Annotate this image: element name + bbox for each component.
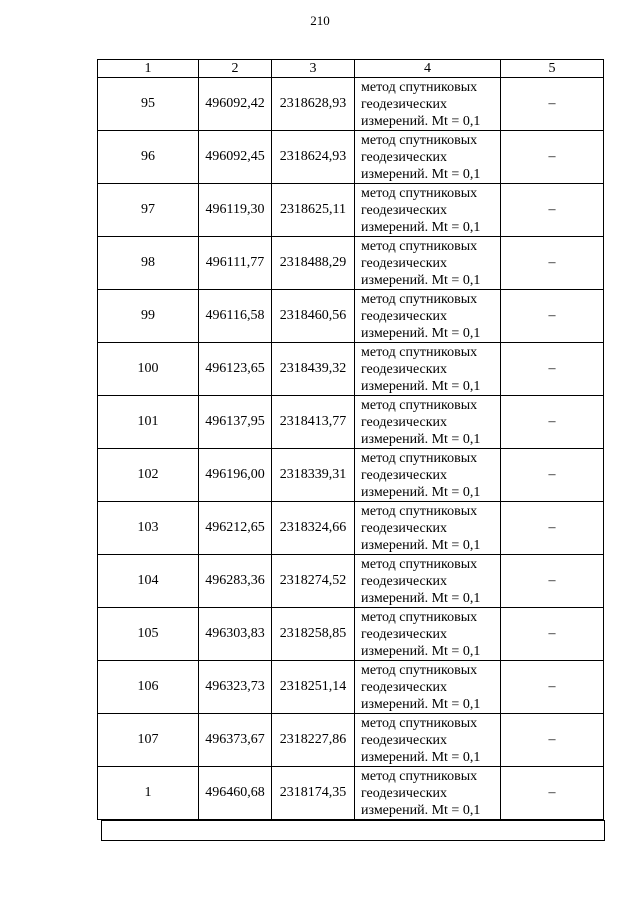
method-line: геодезических <box>361 573 448 589</box>
method-line: метод спутниковых <box>361 609 478 625</box>
method-line: геодезических <box>361 785 448 801</box>
method-line: метод спутниковых <box>361 662 478 678</box>
note-cell: – <box>501 184 604 237</box>
method-line: геодезических <box>361 520 448 536</box>
point-number-cell: 103 <box>98 502 199 555</box>
method-line: измерений. Mt = 0,1 <box>361 802 481 818</box>
point-number-cell: 1 <box>98 767 199 820</box>
method-cell <box>355 714 501 767</box>
method-line: измерений. Mt = 0,1 <box>361 749 481 765</box>
method-line: геодезических <box>361 255 448 271</box>
coord-y-cell: 2318460,56 <box>272 290 355 343</box>
coord-x-cell: 496111,77 <box>199 237 272 290</box>
table-row <box>98 78 604 131</box>
coord-y-cell: 2318324,66 <box>272 502 355 555</box>
method-cell <box>355 184 501 237</box>
point-number-cell: 99 <box>98 290 199 343</box>
coord-x-cell: 496092,42 <box>199 78 272 131</box>
coord-y-cell: 2318439,32 <box>272 343 355 396</box>
method-line: геодезических <box>361 202 448 218</box>
method-cell <box>355 290 501 343</box>
coord-x-cell: 496460,68 <box>199 767 272 820</box>
method-line: метод спутниковых <box>361 79 478 95</box>
method-cell <box>355 449 501 502</box>
method-cell <box>355 608 501 661</box>
table-header-row <box>98 60 604 78</box>
table-row <box>98 290 604 343</box>
method-line: геодезических <box>361 308 448 324</box>
method-line: измерений. Mt = 0,1 <box>361 166 481 182</box>
method-cell <box>355 131 501 184</box>
coord-y-cell: 2318624,93 <box>272 131 355 184</box>
table-row <box>98 184 604 237</box>
coord-x-cell: 496373,67 <box>199 714 272 767</box>
table-row <box>98 502 604 555</box>
coord-y-cell: 2318258,85 <box>272 608 355 661</box>
method-line: геодезических <box>361 467 448 483</box>
coord-y-cell: 2318339,31 <box>272 449 355 502</box>
table-row <box>98 131 604 184</box>
point-number-cell: 101 <box>98 396 199 449</box>
table-row <box>98 449 604 502</box>
table-empty-footer-row <box>101 820 605 841</box>
coord-x-cell: 496092,45 <box>199 131 272 184</box>
method-cell <box>355 343 501 396</box>
method-line: метод спутниковых <box>361 503 478 519</box>
table-row <box>98 555 604 608</box>
note-cell: – <box>501 661 604 714</box>
coord-x-cell: 496323,73 <box>199 661 272 714</box>
method-line: геодезических <box>361 679 448 695</box>
coord-y-cell: 2318251,14 <box>272 661 355 714</box>
coord-x-cell: 496116,58 <box>199 290 272 343</box>
method-cell <box>355 555 501 608</box>
method-line: измерений. Mt = 0,1 <box>361 325 481 341</box>
note-cell: – <box>501 767 604 820</box>
point-number-cell: 97 <box>98 184 199 237</box>
table-row <box>98 767 604 820</box>
coord-y-cell: 2318625,11 <box>272 184 355 237</box>
note-cell: – <box>501 555 604 608</box>
method-line: геодезических <box>361 361 448 377</box>
note-cell: – <box>501 131 604 184</box>
method-cell <box>355 396 501 449</box>
coord-x-cell: 496303,83 <box>199 608 272 661</box>
note-cell: – <box>501 608 604 661</box>
method-cell <box>355 661 501 714</box>
method-line: метод спутниковых <box>361 397 478 413</box>
coord-y-cell: 2318274,52 <box>272 555 355 608</box>
table-row <box>98 661 604 714</box>
point-number-cell: 107 <box>98 714 199 767</box>
header-col-1: 1 <box>98 60 199 78</box>
method-line: метод спутниковых <box>361 238 478 254</box>
point-number-cell: 105 <box>98 608 199 661</box>
method-cell <box>355 78 501 131</box>
method-line: измерений. Mt = 0,1 <box>361 590 481 606</box>
method-cell <box>355 502 501 555</box>
method-line: измерений. Mt = 0,1 <box>361 113 481 129</box>
method-line: измерений. Mt = 0,1 <box>361 378 481 394</box>
method-line: метод спутниковых <box>361 556 478 572</box>
method-line: геодезических <box>361 732 448 748</box>
note-cell: – <box>501 714 604 767</box>
header-col-4: 4 <box>355 60 501 78</box>
coord-x-cell: 496123,65 <box>199 343 272 396</box>
note-cell: – <box>501 290 604 343</box>
point-number-cell: 106 <box>98 661 199 714</box>
method-line: метод спутниковых <box>361 132 478 148</box>
table-row <box>98 714 604 767</box>
method-line: измерений. Mt = 0,1 <box>361 643 481 659</box>
method-line: метод спутниковых <box>361 768 478 784</box>
coord-x-cell: 496119,30 <box>199 184 272 237</box>
point-number-cell: 96 <box>98 131 199 184</box>
coord-y-cell: 2318628,93 <box>272 78 355 131</box>
coord-y-cell: 2318174,35 <box>272 767 355 820</box>
note-cell: – <box>501 237 604 290</box>
note-cell: – <box>501 343 604 396</box>
coord-y-cell: 2318413,77 <box>272 396 355 449</box>
point-number-cell: 104 <box>98 555 199 608</box>
method-line: метод спутниковых <box>361 450 478 466</box>
method-line: геодезических <box>361 626 448 642</box>
method-line: метод спутниковых <box>361 291 478 307</box>
method-line: метод спутниковых <box>361 344 478 360</box>
coord-x-cell: 496212,65 <box>199 502 272 555</box>
header-col-3: 3 <box>272 60 355 78</box>
table-row <box>98 343 604 396</box>
point-number-cell: 102 <box>98 449 199 502</box>
point-number-cell: 98 <box>98 237 199 290</box>
page-number: 210 <box>310 13 330 28</box>
method-line: метод спутниковых <box>361 185 478 201</box>
coord-x-cell: 496283,36 <box>199 555 272 608</box>
method-line: измерений. Mt = 0,1 <box>361 272 481 288</box>
point-number-cell: 95 <box>98 78 199 131</box>
note-cell: – <box>501 449 604 502</box>
note-cell: – <box>501 396 604 449</box>
coord-y-cell: 2318488,29 <box>272 237 355 290</box>
table-row <box>98 237 604 290</box>
coord-x-cell: 496196,00 <box>199 449 272 502</box>
method-line: геодезических <box>361 96 448 112</box>
coordinates-table <box>97 59 604 820</box>
header-col-2: 2 <box>199 60 272 78</box>
note-cell: – <box>501 78 604 131</box>
method-line: измерений. Mt = 0,1 <box>361 431 481 447</box>
coord-x-cell: 496137,95 <box>199 396 272 449</box>
table-body <box>98 78 604 820</box>
point-number-cell: 100 <box>98 343 199 396</box>
method-line: измерений. Mt = 0,1 <box>361 537 481 553</box>
method-line: измерений. Mt = 0,1 <box>361 484 481 500</box>
header-col-5: 5 <box>501 60 604 78</box>
method-line: геодезических <box>361 149 448 165</box>
note-cell: – <box>501 502 604 555</box>
method-line: измерений. Mt = 0,1 <box>361 696 481 712</box>
table-row <box>98 396 604 449</box>
method-cell <box>355 237 501 290</box>
method-line: метод спутниковых <box>361 715 478 731</box>
method-line: геодезических <box>361 414 448 430</box>
method-line: измерений. Mt = 0,1 <box>361 219 481 235</box>
coord-y-cell: 2318227,86 <box>272 714 355 767</box>
table-row <box>98 608 604 661</box>
method-cell <box>355 767 501 820</box>
